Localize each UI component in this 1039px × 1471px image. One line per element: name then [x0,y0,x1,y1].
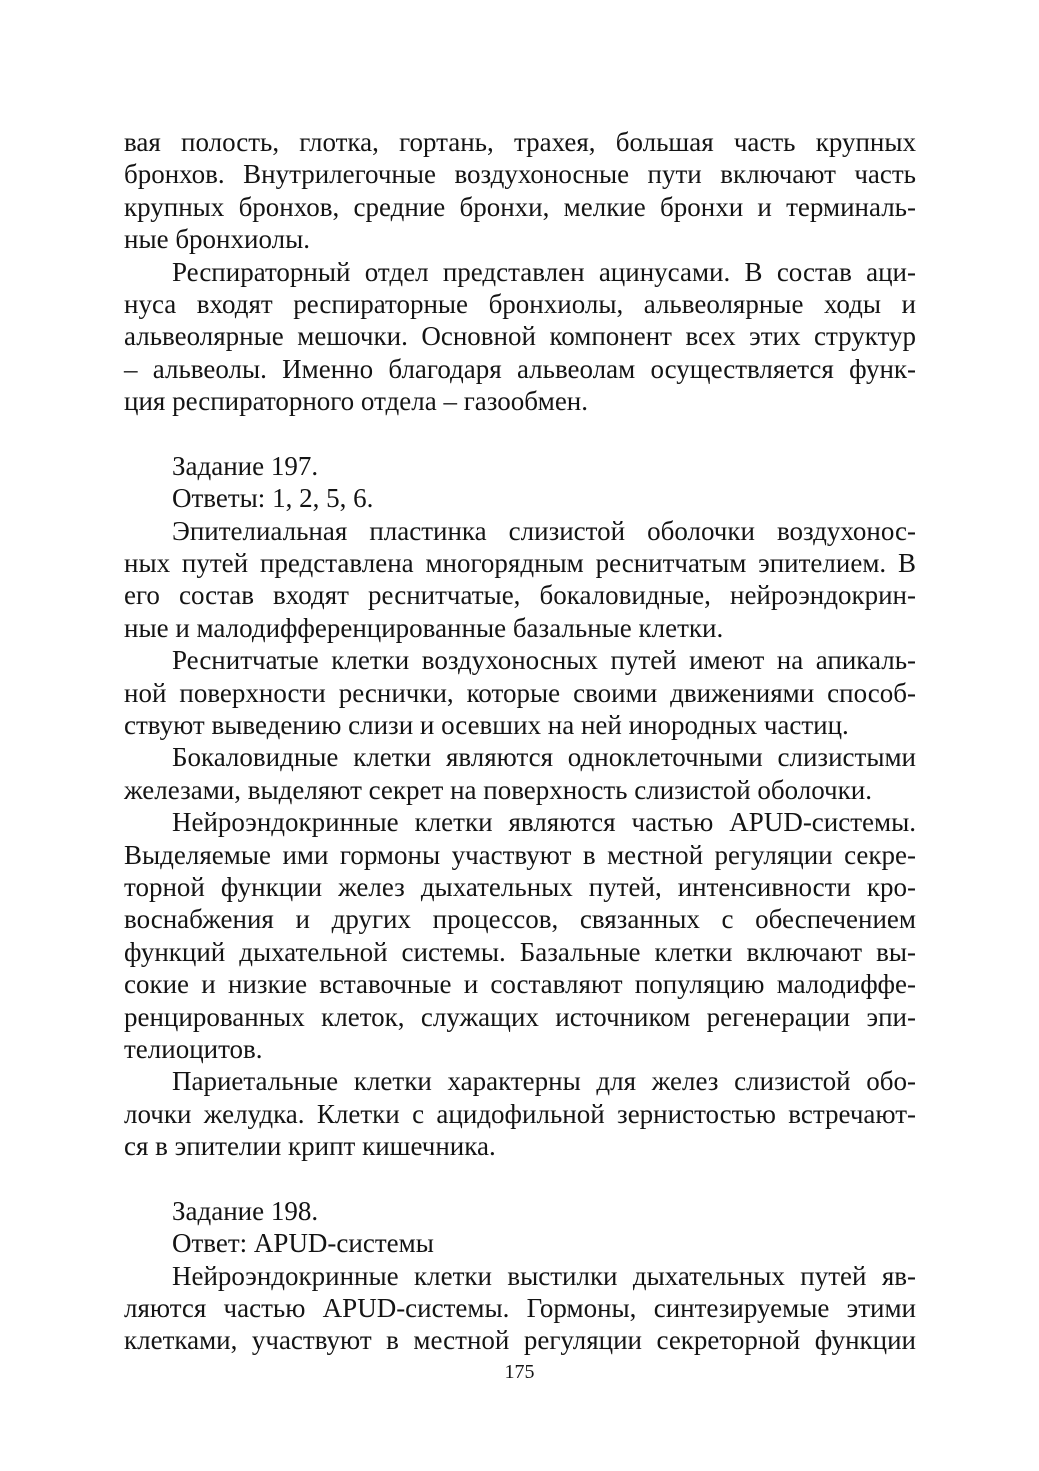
text-line: сокие и низкие вставочные и составляют популяцию малодиффе- [124,969,916,1000]
text-line: его состав входят реснитчатые, бокаловидные, нейроэндокрин- [124,580,916,611]
body-text [124,126,916,1357]
text-line: Нейроэндокринные клетки являются частью APUD-системы. [172,807,916,838]
text-line: лочки желудка. Клетки с ацидофильной зернистостью встречают- [124,1098,916,1129]
text-line: ция респираторного отдела – газообмен. [124,386,589,417]
text-line: альвеолярные мешочки. Основной компонент всех этих структур [124,321,916,352]
text-line: функций дыхательной системы. Базальные клетки включают вы- [124,936,916,967]
text-line: Ответы: 1, 2, 5, 6. [172,483,374,514]
text-line: Нейроэндокринные клетки выстилки дыхательных путей яв- [172,1260,916,1291]
text-line: железами, выделяют секрет на поверхность слизистой оболочки. [124,774,872,805]
text-line: ных путей представлена многорядным реснитчатым эпителием. В [124,548,916,579]
text-line: ствуют выведению слизи и осевших на ней инородных частиц. [124,710,849,741]
text-line: воснабжения и других процессов, связанных с обеспечением [124,904,916,935]
text-line: Бокаловидные клетки являются одноклеточными слизистыми [172,742,916,773]
text-line: клетками, участвуют в местной регуляции секреторной функции [124,1325,916,1356]
text-line: бронхов. Внутрилегочные воздухоносные пути включают часть [124,159,916,190]
text-line: Эпителиальная пластинка слизистой оболочки воздухонос- [172,515,916,546]
page-number: 175 [504,1361,535,1383]
text-line: телиоцитов. [124,1033,263,1064]
text-line: торной функции желез дыхательных путей, интенсивности кро- [124,871,916,902]
text-line: Респираторный отдел представлен ацинусами. В состав аци- [172,256,916,287]
text-line: нуса входят респираторные бронхиолы, альвеолярные ходы и [124,288,916,319]
text-line: ляются частью APUD-системы. Гормоны, синтезируемые этими [124,1293,916,1324]
text-line: вая полость, глотка, гортань, трахея, большая часть крупных [124,127,916,157]
text-line: ренцированных клеток, служащих источником регенерации эпи- [124,1001,916,1032]
text-line: Париетальные клетки характерны для желез слизистой обо- [172,1066,916,1097]
text-line: Реснитчатые клетки воздухоносных путей имеют на апикаль- [172,645,916,676]
text-line: Ответ: APUD-системы [172,1228,434,1259]
blank-line [124,418,916,450]
text-line: ные бронхиолы. [124,224,310,255]
text-line: крупных бронхов, средние бронхи, мелкие бронхи и терминаль- [124,191,916,222]
text-line: ные и малодифференцированные базальные клетки. [124,612,724,643]
text-line: – альвеолы. Именно благодаря альвеолам осуществляется функ- [124,353,916,384]
blank-line [124,1163,916,1195]
text-line: Задание 198. [172,1195,319,1226]
text-line: Выделяемые ими гормоны участвуют в местной регуляции секре- [124,839,916,870]
text-line: ся в эпителии крипт кишечника. [124,1131,496,1162]
text-line: ной поверхности реснички, которые своими движениями способ- [124,677,916,708]
text-line: Задание 197. [172,450,319,481]
